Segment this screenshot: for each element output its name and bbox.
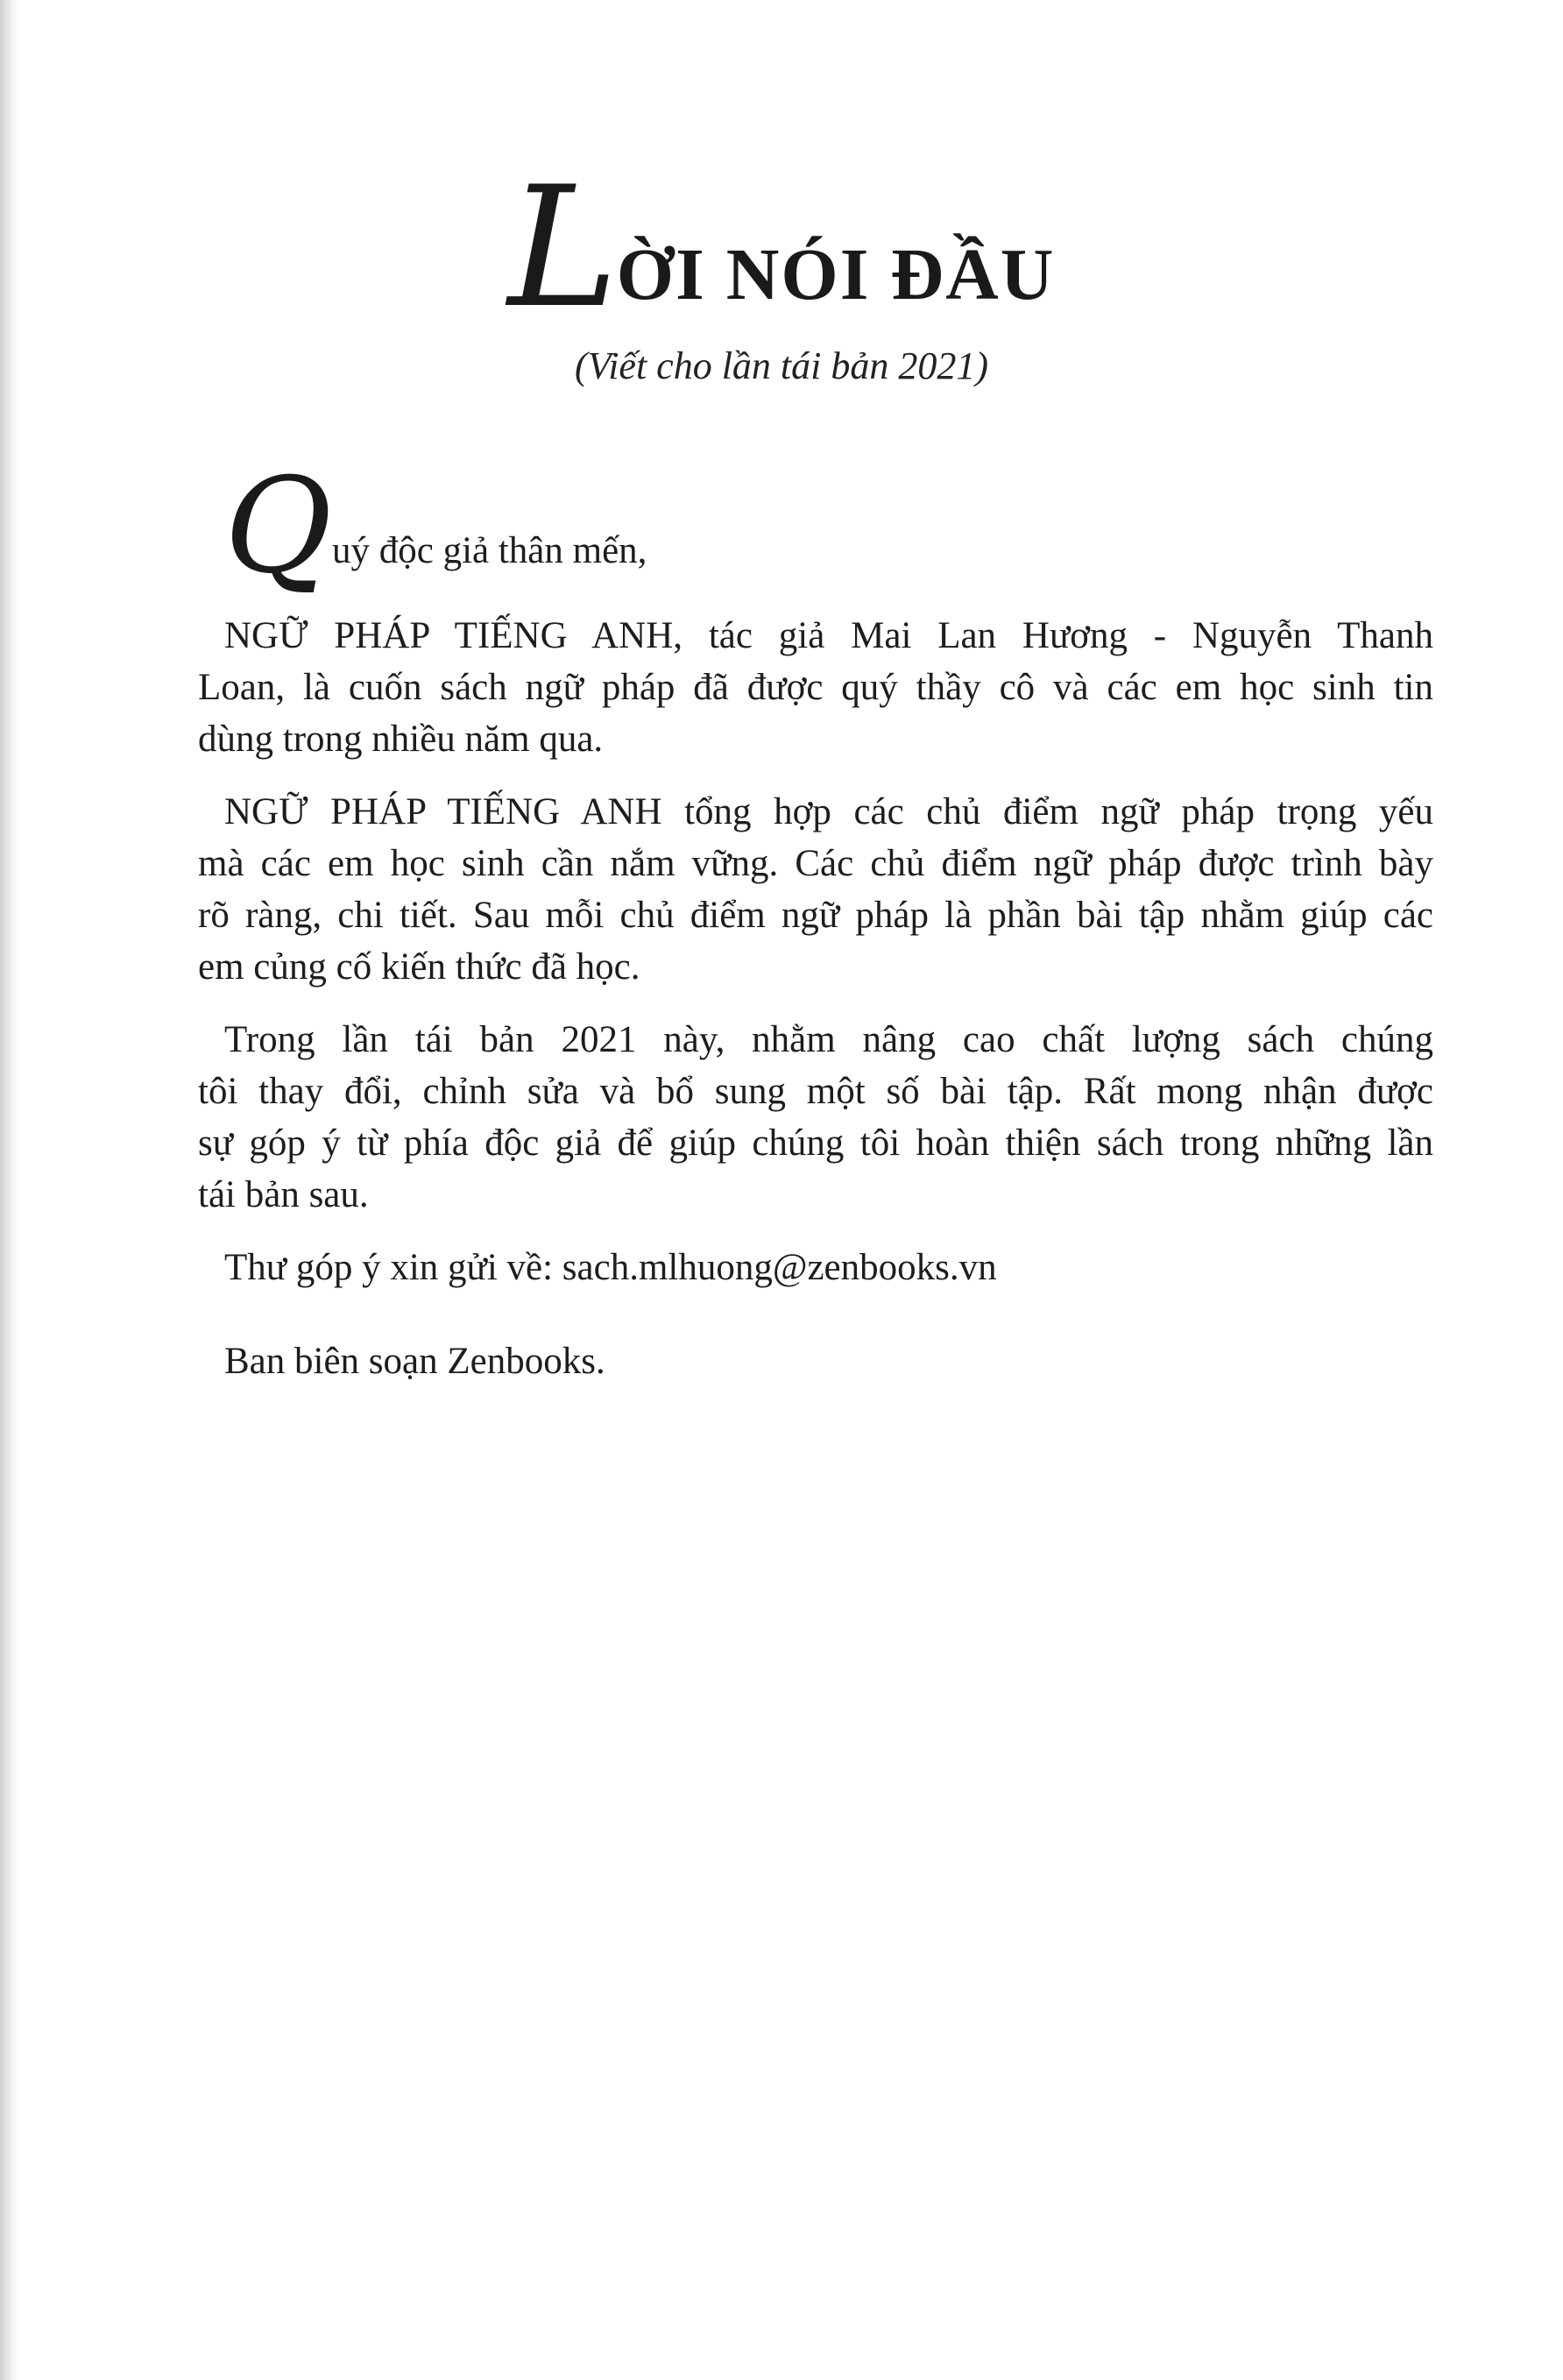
- contact-line: Thư góp ý xin gửi về: sach.mlhuong@zenbooks.vn: [224, 1247, 997, 1288]
- paragraph-line: NGỮ PHÁP TIẾNG ANH, tác giả Mai Lan Hương - Nguyễn Thanh: [224, 615, 1433, 656]
- paragraph-line: tái bản sau.: [198, 1174, 369, 1215]
- paragraph-line: sự góp ý từ phía độc giả để giúp chúng tôi hoàn thiện sách trong những lần: [198, 1123, 1433, 1164]
- paragraph-line: mà các em học sinh cần nắm vững. Các chủ điểm ngữ pháp được trình bày: [198, 843, 1433, 884]
- paragraph-line: em củng cố kiến thức đã học.: [198, 946, 640, 988]
- paragraph-2: [198, 786, 1433, 993]
- paragraph-line: rõ ràng, chi tiết. Sau mỗi chủ điểm ngữ pháp là phần bài tập nhằm giúp các: [198, 895, 1433, 936]
- signoff: Ban biên soạn Zenbooks.: [224, 1341, 605, 1382]
- body-text: [198, 450, 1433, 1387]
- salutation-text: uý độc giả thân mến,: [331, 530, 647, 571]
- title-drop-cap: L: [507, 151, 619, 344]
- salutation-drop-cap: Q: [224, 450, 332, 603]
- paragraph-3: [198, 1014, 1433, 1221]
- paragraph-line: Trong lần tái bản 2021 này, nhằm nâng cao chất lượng sách chúng: [224, 1019, 1433, 1060]
- paragraph-line: tôi thay đổi, chỉnh sửa và bổ sung một số bài tập. Rất mong nhận được: [198, 1071, 1433, 1112]
- page-subtitle: (Viết cho lần tái bản 2021): [574, 344, 989, 387]
- title-text: ỜI NÓI ĐẦU: [616, 234, 1056, 315]
- paragraph-line: dùng trong nhiều năm qua.: [198, 719, 604, 760]
- paragraph-line: Loan, là cuốn sách ngữ pháp đã được quý thầy cô và các em học sinh tin: [198, 667, 1433, 708]
- page-title: [0, 149, 1563, 344]
- paragraph-line: NGỮ PHÁP TIẾNG ANH tổng hợp các chủ điểm ngữ pháp trọng yếu: [224, 791, 1433, 832]
- paragraph-1: [198, 610, 1433, 765]
- salutation: [198, 450, 1433, 603]
